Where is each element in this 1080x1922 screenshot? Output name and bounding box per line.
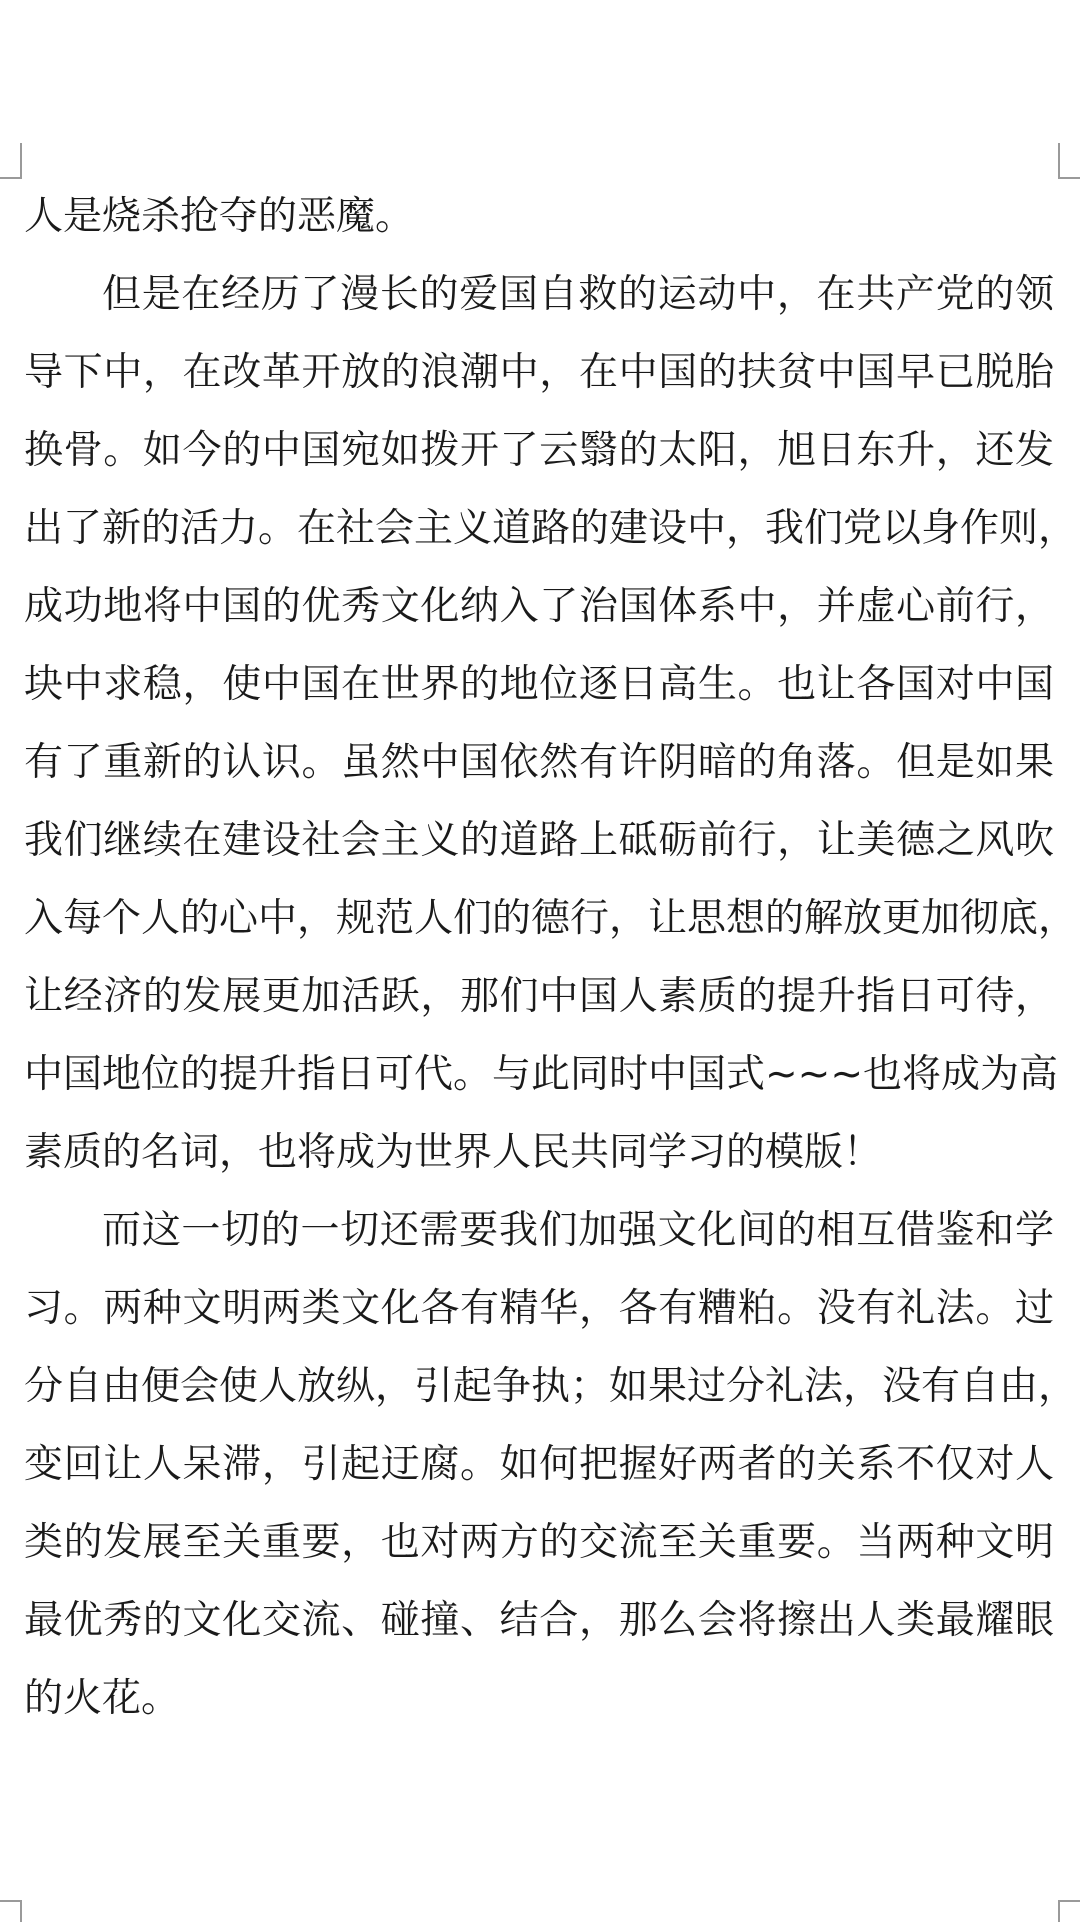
text-line: 人是烧杀抢夺的恶魔。 xyxy=(24,194,415,239)
text-line: 入每个人的心中，规范人们的德行，让思想的解放更加彻底， xyxy=(24,896,1078,941)
text-line: 习。两种文明两类文化各有精华，各有糟粕。没有礼法。过 xyxy=(24,1286,1054,1331)
crop-mark-bottom-right xyxy=(1058,1900,1080,1922)
text-line: 而这一切的一切还需要我们加强文化间的相互借鉴和学 xyxy=(102,1208,1054,1253)
text-line: 让经济的发展更加活跃，那们中国人素质的提升指日可待， xyxy=(24,974,1054,1019)
text-line: 最优秀的文化交流、碰撞、结合，那么会将擦出人类最耀眼 xyxy=(24,1598,1054,1643)
crop-mark-top-left xyxy=(0,143,22,179)
text-line: 分自由便会使人放纵，引起争执；如果过分礼法，没有自由， xyxy=(24,1364,1078,1409)
text-line: 素质的名词，也将成为世界人民共同学习的模版！ xyxy=(24,1130,883,1175)
text-line: 类的发展至关重要，也对两方的交流至关重要。当两种文明 xyxy=(24,1520,1054,1565)
text-line: 换骨。如今的中国宛如拨开了云翳的太阳，旭日东升，还发 xyxy=(24,428,1054,473)
text-line: 我们继续在建设社会主义的道路上砥砺前行，让美德之风吹 xyxy=(24,818,1054,863)
crop-mark-top-right xyxy=(1058,143,1080,179)
text-line: 但是在经历了漫长的爱国自救的运动中，在共产党的领 xyxy=(102,272,1054,317)
text-line: 块中求稳，使中国在世界的地位逐日高生。也让各国对中国 xyxy=(24,662,1054,707)
text-line: 成功地将中国的优秀文化纳入了治国体系中，并虚心前行， xyxy=(24,584,1054,629)
text-line: 导下中，在改革开放的浪潮中，在中国的扶贫中国早已脱胎 xyxy=(24,350,1054,395)
text-line: 中国地位的提升指日可代。与此同时中国式~~~也将成为高 xyxy=(24,1052,1059,1097)
text-line: 出了新的活力。在社会主义道路的建设中，我们党以身作则， xyxy=(24,506,1078,551)
crop-mark-bottom-left xyxy=(0,1900,22,1922)
text-line: 变回让人呆滞，引起迂腐。如何把握好两者的关系不仅对人 xyxy=(24,1442,1054,1487)
text-line: 有了重新的认识。虽然中国依然有许阴暗的角落。但是如果 xyxy=(24,740,1054,785)
document-body-text xyxy=(24,178,1078,1738)
text-line: 的火花。 xyxy=(24,1676,181,1721)
